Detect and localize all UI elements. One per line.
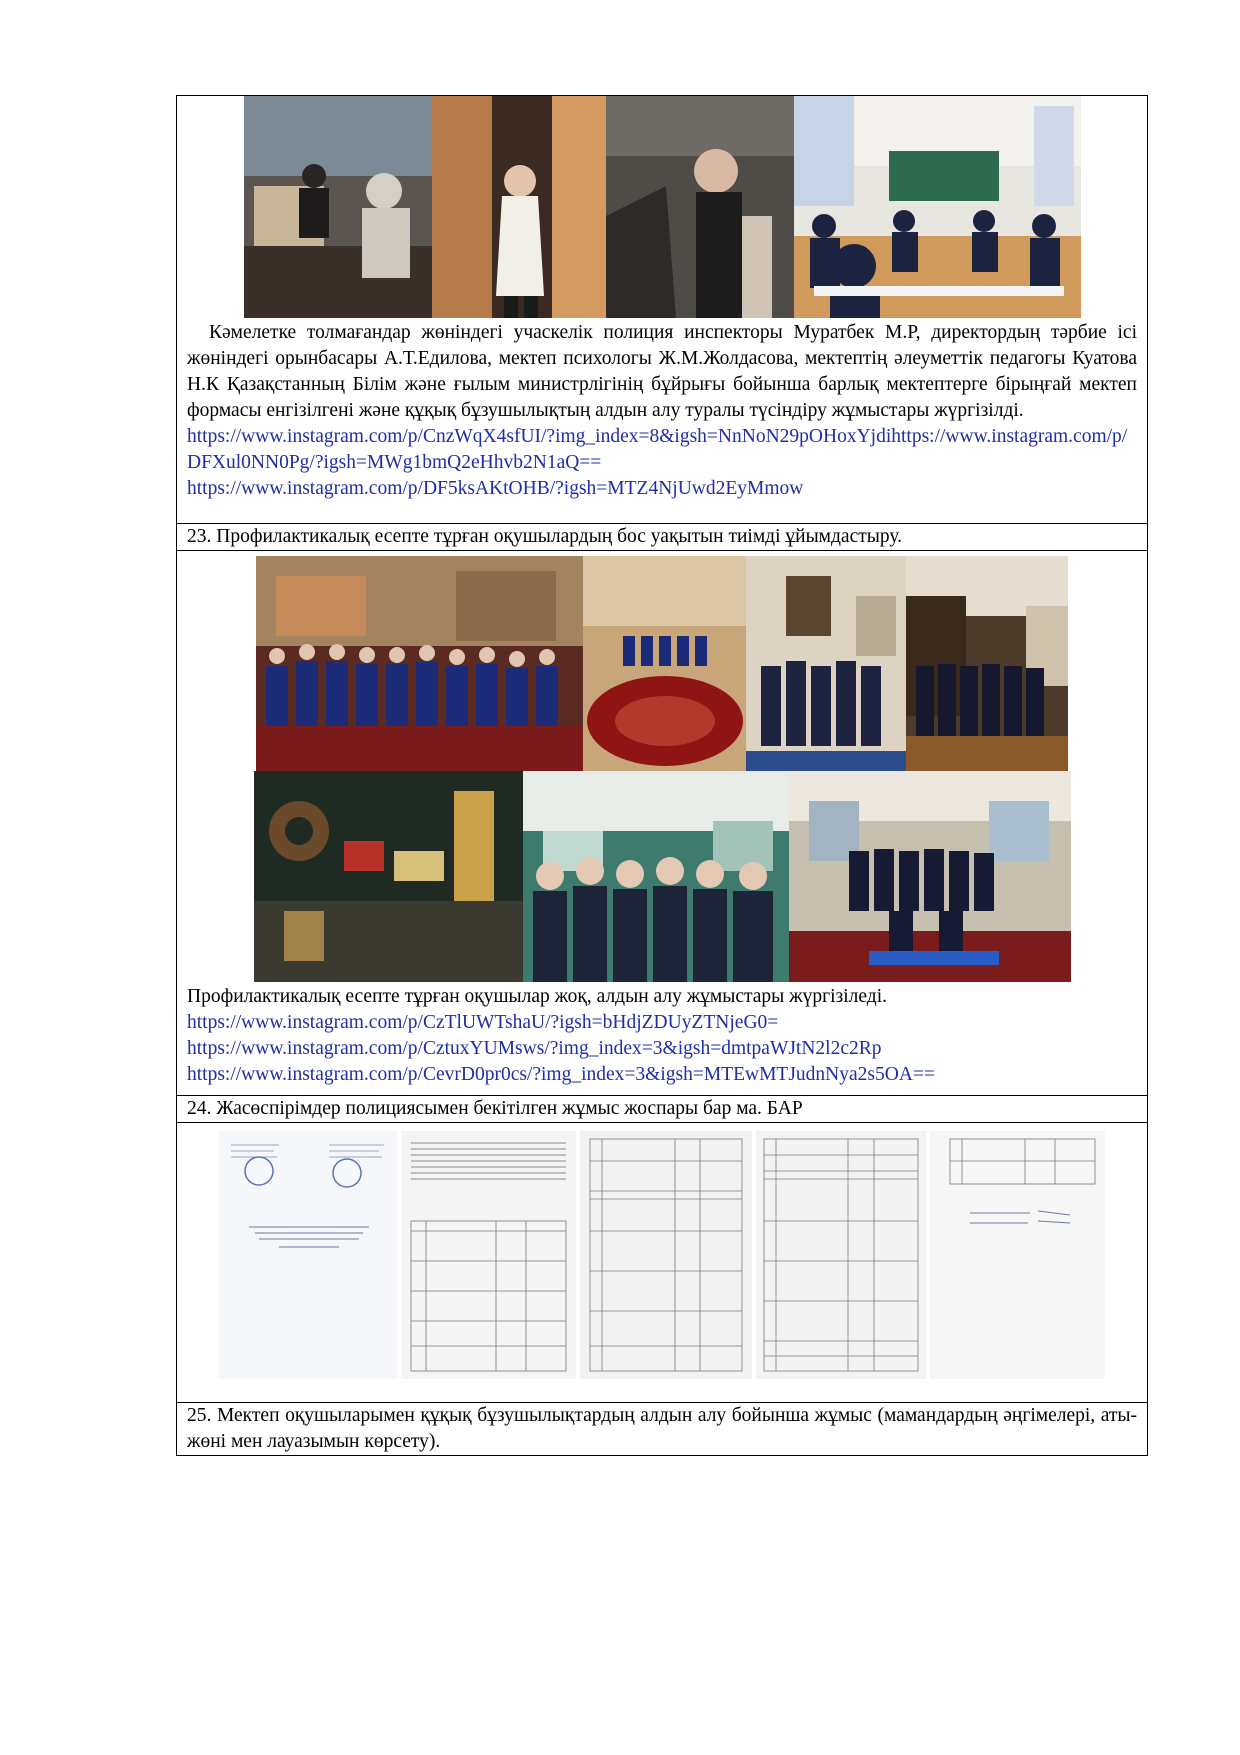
section-23-link-3[interactable]: https://www.instagram.com/p/CevrD0pr0cs/?img_index=3&igsh=MTEwMTJudnNya2s5OA== [187, 1064, 935, 1085]
section-23-row [177, 550, 1147, 1095]
section-23-link-2[interactable]: https://www.instagram.com/p/CztuxYUMsws/?img_index=3&igsh=dmtpaWJtN2l2c2Rp [187, 1038, 882, 1059]
work-plan-page-2 [401, 1131, 576, 1379]
section-23-link-1[interactable]: https://www.instagram.com/p/CzTlUWTshaU/?igsh=bHdjZDUyZTNjeG0= [187, 1012, 779, 1033]
photo-museum-hall-group [256, 556, 583, 771]
section-24-row [177, 1122, 1147, 1402]
section-23-photos-top [177, 551, 1147, 771]
section-22-photos [177, 96, 1147, 318]
photo-student-corridor [432, 96, 606, 318]
photo-museum-girls-group [523, 771, 789, 982]
section-23-heading: 23. Профилактикалық есепте тұрған оқушылардың бос уақытын тиімді ұйымдастыру. [177, 523, 1147, 550]
work-plan-page-1 [219, 1131, 397, 1379]
photo-student-closeup [606, 96, 794, 318]
work-plan-page-5 [930, 1131, 1105, 1379]
section-25-heading: 25. Мектеп оқушыларымен құқық бұзушылықтардың алдын алу бойынша жұмыс (мамандардың әңгімелері, аты-жөні мен лауазымын көрсету). [177, 1402, 1147, 1455]
section-24-heading: 24. Жасөспірімдер полициясымен бекітілген жұмыс жоспары бар ма. БАР [177, 1095, 1147, 1122]
photo-museum-artifacts [254, 771, 523, 982]
section-23-paragraph: Профилактикалық есепте тұрған оқушылар жоқ, алдын алу жұмыстары жүргізіледі. [187, 986, 888, 1007]
work-plan-page-3 [580, 1131, 752, 1379]
work-plan-page-4 [756, 1131, 926, 1379]
photo-yurt-hall [583, 556, 746, 771]
photo-museum-class-group [789, 771, 1071, 982]
photo-classroom-lecture [794, 96, 1081, 318]
section-22-paragraph: Кәмелетке толмағандар жөніндегі учаскелік полиция инспекторы Муратбек М.Р, директордың тәрбие ісі жөніндегі орынбасары А.Т.Едилова, мектеп психологы Ж.М.Жолдасова, мектептің әлеуметтік педагогы Куатова Н.К Қазақстанның Білім және ғылым министрлігінің бұйрығы бойынша барлық мектептерге бірыңғай мектеп формасы енгізілгені және құқық бұзушылықтың алдын алу туралы түсіндіру жұмыстары жүргізілді. [187, 322, 1137, 421]
work-plan-scans [177, 1123, 1147, 1379]
document-table [176, 95, 1148, 1456]
section-22-link-2[interactable]: https://www.instagram.com/p/DF5ksAKtOHB/?igsh=MTZ4NjUwd2EyMmow [187, 478, 804, 499]
photo-library-group [906, 556, 1068, 771]
section-22-link-1[interactable]: https://www.instagram.com/p/CnzWqX4sfUI/?img_index=8&igsh=NnNoN29pOHoxYjdihttps://www.instagram.com/p/DFXul0NN0Pg/?igsh=MWg1bmQ2eHhvb2N1aQ== [187, 426, 1128, 473]
photo-office-meeting [244, 96, 432, 318]
section-23-photos-bottom [177, 771, 1147, 982]
section-22-row [177, 96, 1147, 523]
photo-portrait-room-group [746, 556, 906, 771]
